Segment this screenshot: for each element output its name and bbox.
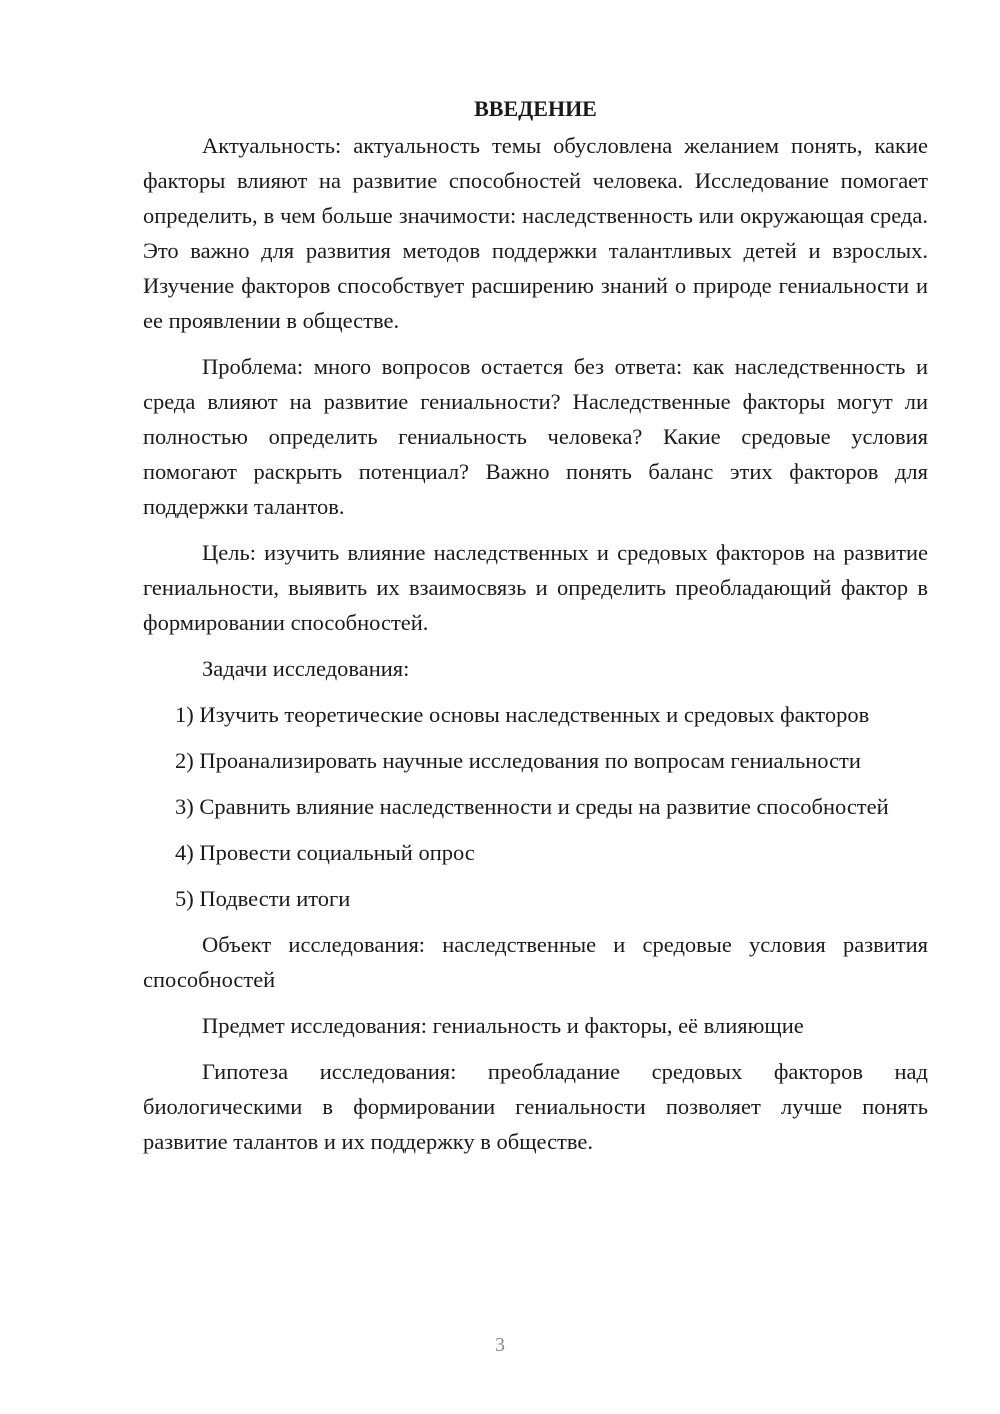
task-item-1: 1) Изучить теоретические основы наследственных и средовых факторов: [175, 702, 870, 727]
document-page: [143, 94, 928, 1159]
subject-paragraph: Предмет исследования: гениальность и факторы, её влияющие: [202, 1013, 804, 1038]
problem-paragraph: Проблема: много вопросов остается без ответа: как наследственность и среда влияют на развитие гениальности? Наследственные факторы могут ли полностью определить гениальность человека? Какие средовые условия помогают раскрыть потенциал? Важно понять баланс этих факторов для поддержки талантов.: [143, 354, 928, 519]
tasks-title: Задачи исследования:: [202, 656, 410, 681]
task-item-3: 3) Сравнить влияние наследственности и среды на развитие способностей: [175, 794, 889, 819]
task-item-2: 2) Проанализировать научные исследования по вопросам гениальности: [175, 748, 861, 773]
task-item-5: 5) Подвести итоги: [175, 886, 351, 911]
hypothesis-paragraph: Гипотеза исследования: преобладание средовых факторов над биологическими в формировании гениальности позволяет лучше понять развитие талантов и их поддержку в обществе.: [143, 1059, 928, 1154]
page-title: ВВЕДЕНИЕ: [474, 96, 597, 121]
object-paragraph: Объект исследования: наследственные и средовые условия развития способностей: [143, 932, 928, 992]
relevance-paragraph: Актуальность: актуальность темы обусловлена желанием понять, какие факторы влияют на развитие способностей человека. Исследование помогает определить, в чем больше значимости: наследственность или окружающая среда. Это важно для развития методов поддержки талантливых детей и взрослых. Изучение факторов способствует расширению знаний о природе гениальности и ее проявлении в обществе.: [143, 133, 928, 333]
goal-paragraph: Цель: изучить влияние наследственных и средовых факторов на развитие гениальности, выявить их взаимосвязь и определить преобладающий фактор в формировании способностей.: [143, 540, 928, 635]
task-item-4: 4) Провести социальный опрос: [175, 840, 475, 865]
page-number: 3: [495, 1334, 505, 1356]
